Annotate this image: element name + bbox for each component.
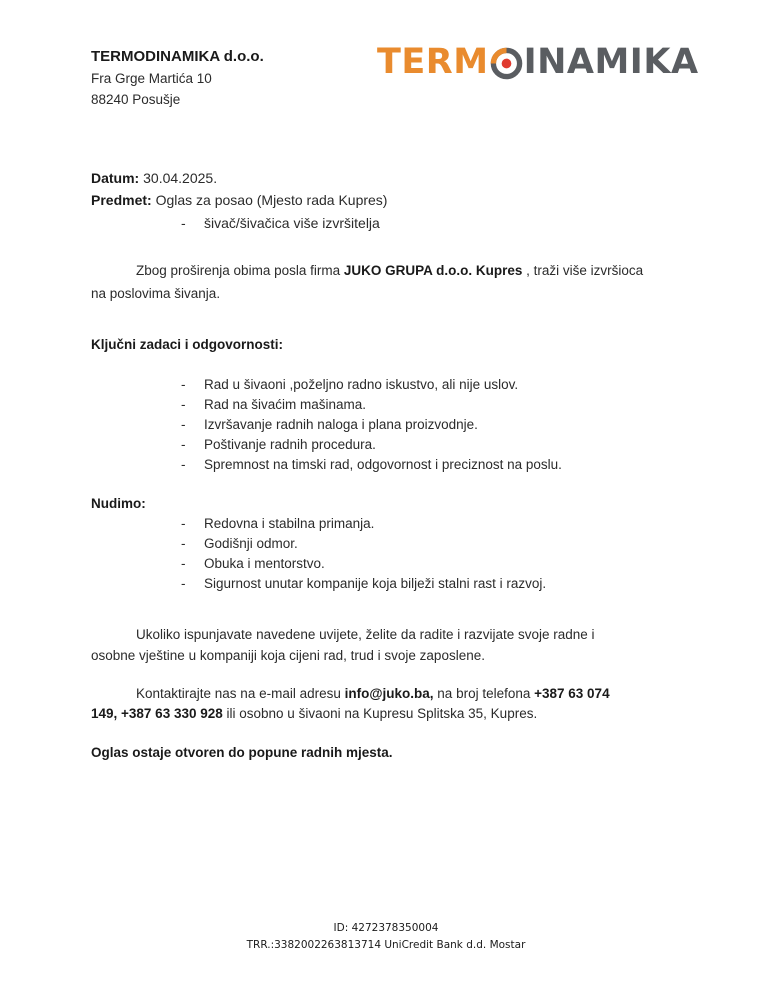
intro-company: JUKO GRUPA d.o.o. Kupres bbox=[343, 263, 523, 278]
contact-phone-b: 149, +387 63 330 928 bbox=[91, 706, 223, 721]
intro-text-b: , traži više izvršioca bbox=[522, 263, 644, 278]
list-dash: - bbox=[181, 437, 186, 452]
subject-line bbox=[91, 192, 387, 208]
date-line bbox=[91, 170, 217, 186]
list-item: Izvršavanje radnih naloga i plana proizvodnje. bbox=[204, 417, 478, 432]
list-dash: - bbox=[181, 536, 186, 551]
list-dash: - bbox=[181, 556, 186, 571]
list-item: Obuka i mentorstvo. bbox=[204, 556, 325, 571]
closing-line1: Ukoliko ispunjavate navedene uvijete, želite da radite i razvijate svoje radne i bbox=[136, 627, 595, 642]
footer-bank: TRR.:3382002263813714 UniCredit Bank d.d. Mostar bbox=[246, 939, 526, 951]
list-dash: - bbox=[181, 397, 186, 412]
subject-value: Oglas za posao (Mjesto rada Kupres) bbox=[155, 192, 388, 208]
date-value: 30.04.2025. bbox=[143, 170, 218, 186]
intro-line1 bbox=[136, 263, 643, 278]
contact-phone-a: +387 63 074 bbox=[534, 686, 610, 701]
subject-label: Predmet: bbox=[91, 192, 152, 208]
address-city: 88240 Posušje bbox=[91, 92, 181, 107]
intro-text-a: Zbog proširenja obima posla firma bbox=[136, 263, 344, 278]
contact-email: info@juko.ba, bbox=[344, 686, 434, 701]
list-item: Rad na šivaćim mašinama. bbox=[204, 397, 367, 412]
list-item: Sigurnost unutar kompanije koja bilježi stalni rast i razvoj. bbox=[204, 576, 547, 591]
responsibilities-heading: Ključni zadaci i odgovornosti: bbox=[91, 337, 284, 352]
address-street: Fra Grge Martića 10 bbox=[91, 71, 212, 86]
list-dash: - bbox=[181, 576, 186, 591]
list-dash: - bbox=[181, 417, 186, 432]
intro-line2: na poslovima šivanja. bbox=[91, 286, 221, 301]
list-item: Spremnost na timski rad, odgovornost i preciznost na poslu. bbox=[204, 457, 562, 472]
list-item: Rad u šivaoni ,poželjno radno iskustvo, ali nije uslov. bbox=[204, 377, 519, 392]
subject-dash: - bbox=[181, 215, 186, 231]
final-note: Oglas ostaje otvoren do popune radnih mjesta. bbox=[91, 745, 393, 760]
list-item: Godišnji odmor. bbox=[204, 536, 298, 551]
contact-text-b: na broj telefona bbox=[433, 686, 535, 701]
list-dash: - bbox=[181, 457, 186, 472]
contact-line1 bbox=[136, 686, 610, 701]
contact-text-c: ili osobno u šivaoni na Kupresu Splitska 35, Kupres. bbox=[222, 706, 538, 721]
footer-id: ID: 4272378350004 bbox=[333, 922, 439, 934]
list-item: Redovna i stabilna primanja. bbox=[204, 516, 375, 531]
logo-text-part2: INAMIKA bbox=[523, 42, 699, 82]
company-logo bbox=[377, 40, 699, 84]
logo-text-part1: TERM bbox=[377, 42, 489, 82]
closing-line2: osobne vještine u kompaniji koja cijeni rad, trud i svoje zaposlene. bbox=[91, 648, 485, 663]
list-dash: - bbox=[181, 377, 186, 392]
company-name: TERMODINAMIKA d.o.o. bbox=[91, 48, 264, 65]
contact-line2 bbox=[91, 706, 537, 721]
list-dash: - bbox=[181, 516, 186, 531]
date-label: Datum: bbox=[91, 170, 140, 186]
contact-text-a: Kontaktirajte nas na e-mail adresu bbox=[136, 686, 345, 701]
subject-item: šivač/šivačica više izvršitelja bbox=[204, 215, 380, 231]
offer-heading: Nudimo: bbox=[91, 496, 146, 511]
list-item: Poštivanje radnih procedura. bbox=[204, 437, 376, 452]
target-o-icon bbox=[490, 47, 523, 80]
